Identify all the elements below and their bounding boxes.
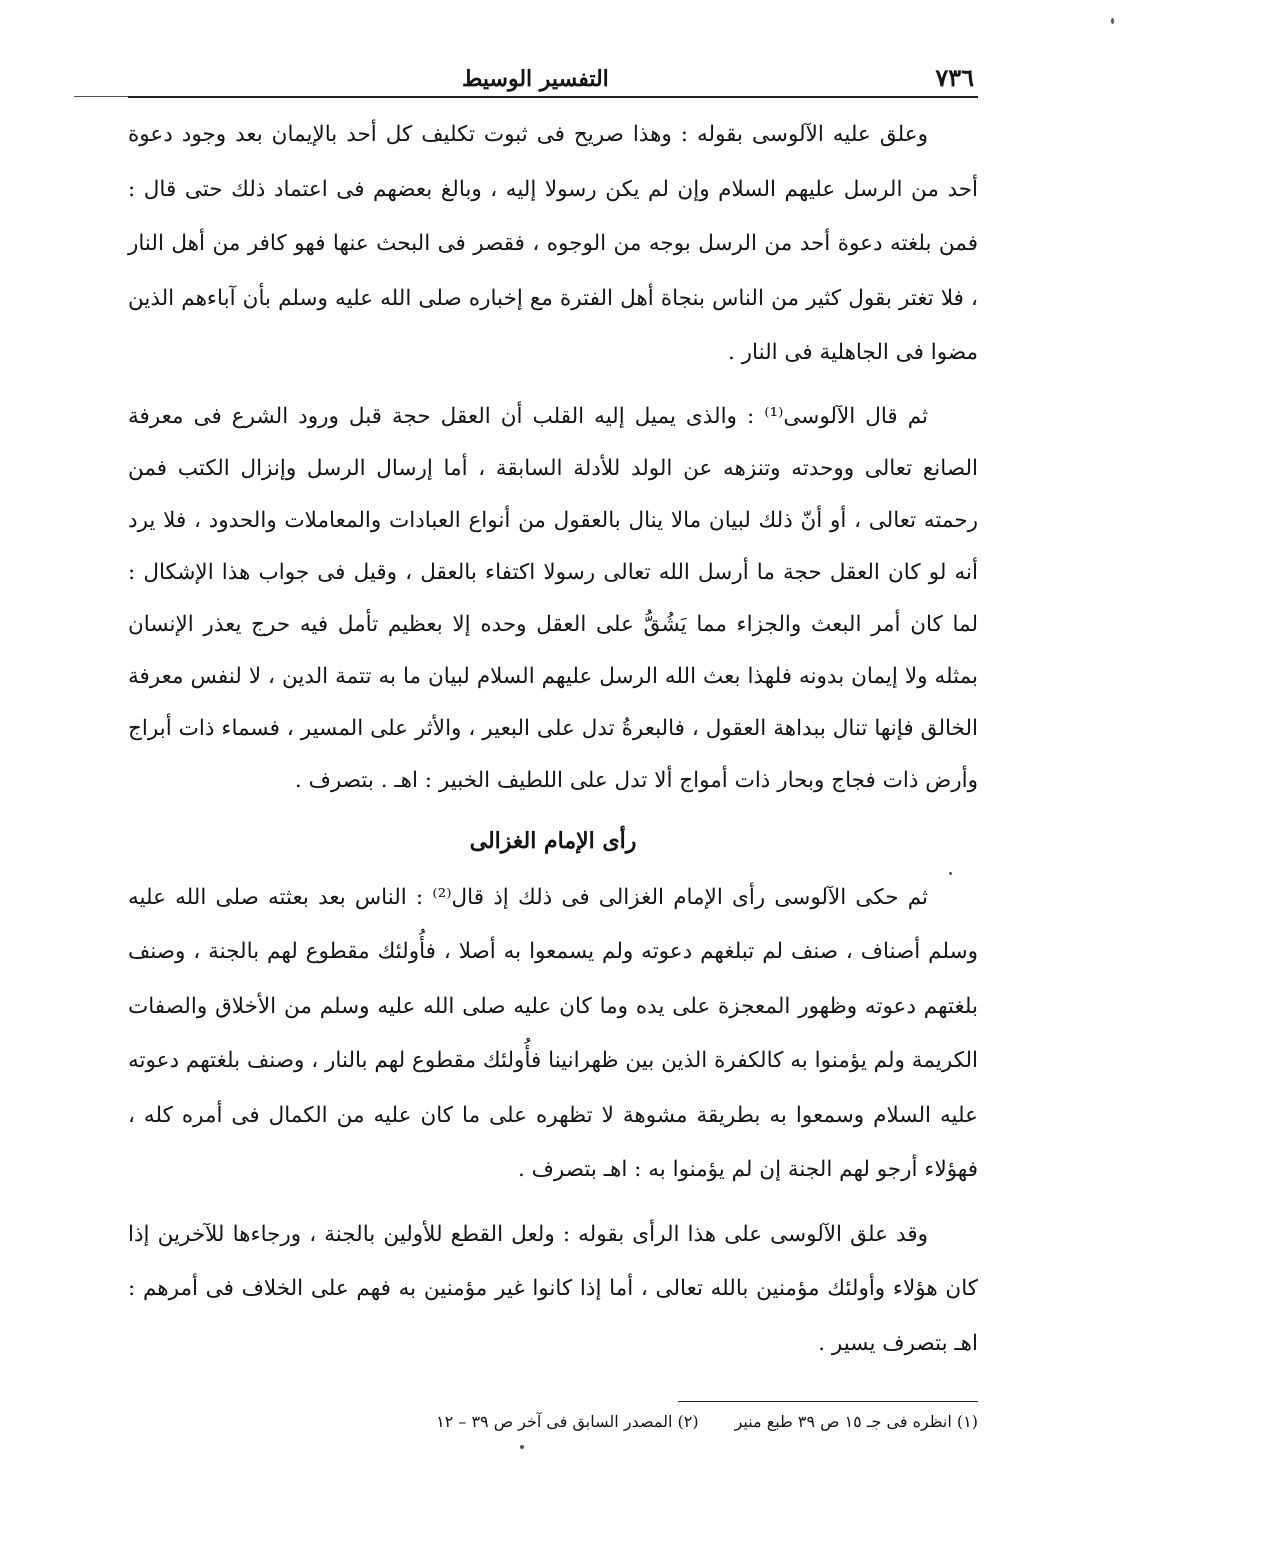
section-heading: رأى الإمام الغزالى — [469, 827, 637, 854]
page-number: ٧٣٦ — [935, 63, 974, 92]
footnote-rule — [678, 1401, 978, 1402]
paragraph: ثم قال الآلوسى⁽¹⁾ : والذى يميل إليه القلب أن العقل حجة قبل ورود الشرع فى معرفة الصانع تعالى ووحدته وتنزهه عن الولد للأدلة السابقة ، أما إرسال الرسل وإنزال الكتب فمن رحمته تعالى ، أو أنّ ذلك لبيان مالا ينال بالعقول من أنواع العبادات والمعاملات والحدود ، فلا يرد أنه لو كان العقل حجة ما أرسل الله تعالى رسولا اكتفاء بالعقل ، وقيل فى جواب هذا الإشكال : لما كان أمر البعث والجزاء مما يَشُقُّ على العقل وحده إلا بعظيم تأمل فيه حرج يعذر الإنسان بمثله ولا إيمان بدونه فلهذا بعث الله الرسل عليهم السلام لبيان ما به تتمة الدين ، لا لنفس معرفة الخالق فإنها تنال ببداهة العقول ، فالبعرةُ تدل على البعير ، والأثر على المسير ، فسماء ذات أبراج وأرض ذات فجاج وبحار ذات أمواج ألا تدل على اللطيف الخبير : اهـ . بتصرف . — [128, 403, 978, 793]
running-title: التفسير الوسيط — [462, 66, 609, 92]
paragraph: وقد علق الآلوسى على هذا الرأى بقوله : ولعل القطع للأولين بالجنة ، ورجاءها للآخرين إذا كان هؤلاء وأولئك مؤمنين بالله تعالى ، أما إذا كانوا غير مؤمنين به فهم على الخلاف فى أمرهم : اهـ بتصرف يسير . — [128, 1221, 978, 1356]
paragraph: وعلق عليه الآلوسى بقوله : وهذا صريح فى ثبوت تكليف كل أحد بالإيمان بعد وجود دعوة أحد من الرسل عليهم السلام وإن لم يكن رسولا إليه ، وبالغ بعضهم فى اعتماد ذلك حتى قال : فمن بلغته دعوة أحد من الرسل بوجه من الوجوه ، فقصر فى البحث عنها فهو كافر من أهل النار ، فلا تغتر بقول كثير من الناس بنجاة أهل الفترة مع إخباره صلى الله عليه وسلم بأن آباءهم الذين مضوا فى الجاهلية فى النار . — [128, 122, 978, 365]
scan-speck — [1111, 18, 1114, 24]
footnotes — [128, 1401, 978, 1439]
scan-speck — [520, 1445, 524, 1449]
document-page — [128, 52, 978, 1439]
footnote: (١) انظره فى جـ ١٥ ص ٣٩ طبع منير — [734, 1412, 978, 1431]
paragraph: ثم حكى الآلوسى رأى الإمام الغزالى فى ذلك إذ قال⁽²⁾ : الناس بعد بعثته صلى الله عليه وسلم أصناف ، صنف لم تبلغهم دعوته ولم يسمعوا به أصلا ، فأُولئك مقطوع لهم بالجنة ، وصنف بلغتهم دعوته وظهور المعجزة على يده وما كان عليه صلى الله عليه وسلم من الأخلاق والصفات الكريمة ولم يؤمنوا به كالكفرة الذين بين ظهرانينا فأُولئك مقطوع لهم بالنار ، وصنف بلغتهم دعوته عليه السلام وسمعوا به بطريقة مشوهة لا تظهره على ما كان عليه من الكمال فى أمره كله ، فهؤلاء أرجو لهم الجنة إن لم يؤمنوا به : اهـ بتصرف . — [128, 884, 978, 1182]
page-header — [128, 52, 978, 98]
body-text — [128, 108, 978, 1371]
footnote: (٢) المصدر السابق فى آخر ص ٣٩ – ١٢ — [436, 1412, 699, 1431]
scan-speck — [74, 96, 134, 97]
